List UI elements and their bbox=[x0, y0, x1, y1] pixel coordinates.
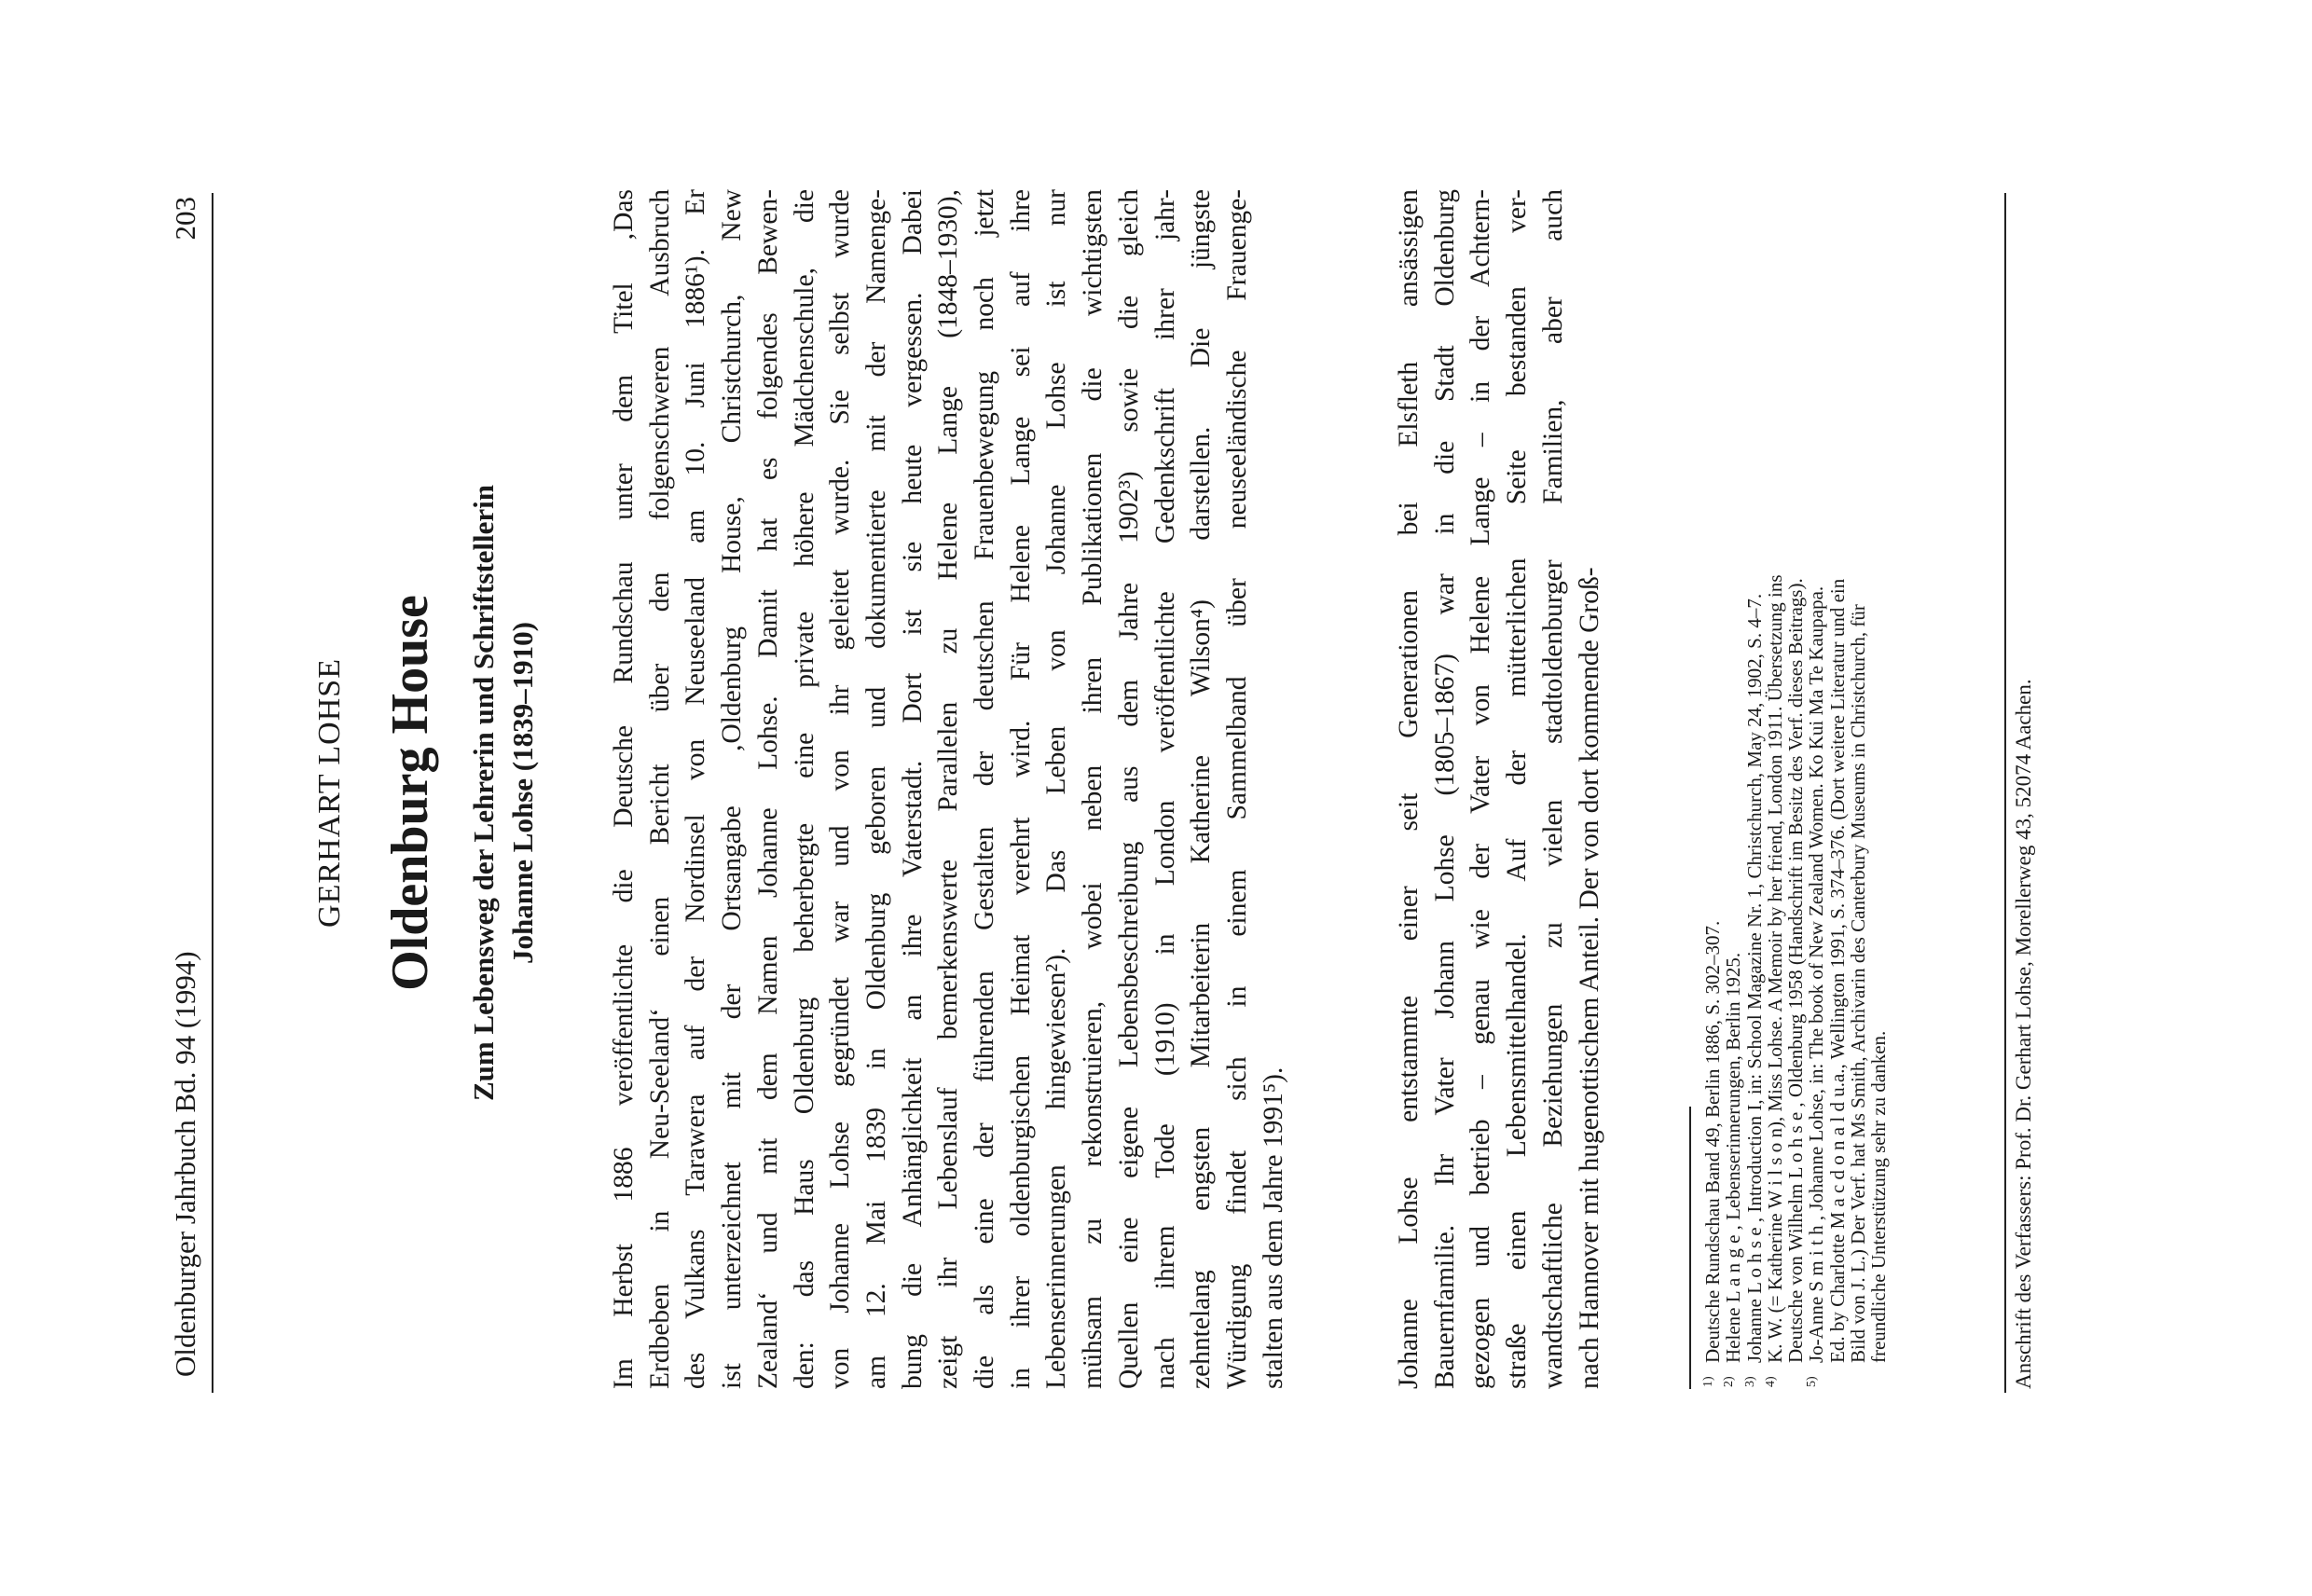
footnote bbox=[1723, 189, 1743, 1389]
footnote-number: 1) bbox=[1701, 1376, 1715, 1387]
address-rule bbox=[2004, 193, 2006, 1393]
footnote-text: freundliche Unterstützung sehr zu danken. bbox=[1867, 1030, 1891, 1363]
author-address: Anschrift des Verfassers: Prof. Dr. Gerhart Lohse, Morellerweg 43, 52074 Aachen. bbox=[2012, 679, 2035, 1389]
journal-name: Oldenburger Jahrbuch Bd. 94 (1994) bbox=[169, 951, 201, 1377]
footnote-text: Deutsche Rundschau Band 49, Berlin 1886, S. 302–307. bbox=[1701, 920, 1724, 1363]
body-line: von Johanne Lohse gegründet war und von ihr geleitet wurde. Sie selbst wurde bbox=[825, 189, 856, 1389]
body-line: die als eine der führenden Gestalten der deutschen Frauenbewegung noch jetzt bbox=[970, 189, 1000, 1389]
body-line: Zealand‘ und mit dem Namen Johanne Lohse. Damit hat es folgendes Bewen- bbox=[752, 189, 783, 1389]
body-line: Im Herbst 1886 veröffentlichte die Deutsche Rundschau unter dem Titel ‚Das bbox=[609, 189, 639, 1389]
footnote-text: K. W. (= Katherine W i l s o n), Miss Lohse. A Memoir by her friend, London 1911. Übersetzung ins bbox=[1763, 574, 1786, 1363]
footnote-number: 3) bbox=[1742, 1376, 1757, 1387]
body-line: den: das Haus Oldenburg beherbergte eine private höhere Mädchenschule, die bbox=[789, 189, 819, 1389]
body-line: bung die Anhänglichkeit an ihre Vaterstadt. Dort ist sie heute vergessen. Dabei bbox=[897, 189, 928, 1389]
body-line: nach ihrem Tode (1910) in London veröffentlichte Gedenkschrift ihrer jahr- bbox=[1149, 189, 1180, 1389]
footnote-text: Johanne L o h s e , Introduction I, in: School Magazine Nr. 1, Christchurch, May 24, 1902, S. 4–7. bbox=[1742, 593, 1766, 1363]
footnote-text: Ed. by Charlotte M a c d o n a l d u.a., Wellington 1991, S. 374–376. (Dort weitere Literatur und ein bbox=[1825, 578, 1849, 1363]
body-line: wandtschaftliche Beziehungen zu vielen stadtoldenburger Familien, aber auch bbox=[1537, 189, 1568, 1389]
body-line: stalten aus dem Jahre 1991⁵). bbox=[1258, 1066, 1288, 1389]
footnote-number: 2) bbox=[1722, 1376, 1737, 1387]
body-line: des Vulkans Tarawera auf der Nordinsel von Neuseeland am 10. Juni 1886¹). Er bbox=[681, 189, 711, 1389]
footnotes bbox=[1702, 189, 1890, 1389]
body-line: Erdbeben in Neu-Seeland‘ einen Bericht über den folgenschweren Ausbruch bbox=[644, 189, 675, 1389]
footnote bbox=[1744, 189, 1765, 1389]
footnote-number: 4) bbox=[1763, 1376, 1778, 1387]
page-number: 203 bbox=[169, 197, 201, 241]
footnote-text: Bild von J. L.) Der Verf. hat Ms Smith, Archivarin des Canterbury Museums in Christchurch, für bbox=[1847, 604, 1870, 1363]
body-line: Würdigung findet sich in einem Sammelband über neuseeländische Frauenge- bbox=[1221, 189, 1252, 1389]
body-line: Johanne Lohse entstammte einer seit Generationen bei Elsfleth ansässigen bbox=[1394, 189, 1424, 1389]
subtitle-line-2: Johanne Lohse (1839–1910) bbox=[506, 622, 539, 964]
body-line: gezogen und betrieb – genau wie der Vater von Helene Lange – in der Achtern- bbox=[1466, 189, 1496, 1389]
footnote-text: Deutsche von Wilhelm L o h s e , Oldenburg 1958 (Handschrift im Besitz des Verf. dieses Beitrags). bbox=[1784, 578, 1808, 1363]
body-paragraph-1 bbox=[606, 189, 1291, 1389]
running-header bbox=[163, 193, 212, 1393]
body-line: zehntelang engsten Mitarbeiterin Katherine Wilson⁴) darstellen. Die jüngste bbox=[1186, 189, 1217, 1389]
body-line: zeigt ihr Lebenslauf bemerkenswerte Parallelen zu Helene Lange (1848–1930), bbox=[933, 189, 964, 1389]
body-line: nach Hannover mit hugenottischem Anteil. Der von dort kommende Groß- bbox=[1574, 567, 1604, 1389]
header-rule bbox=[212, 193, 213, 1393]
article-subtitle bbox=[464, 193, 543, 1393]
footnote bbox=[1765, 189, 1807, 1389]
body-line: Bauernfamilie. Ihr Vater Johann Lohse (1805–1867) war in die Stadt Oldenburg bbox=[1429, 189, 1460, 1389]
body-line: in ihrer oldenburgischen Heimat verehrt wird. Für Helene Lange sei auf ihre bbox=[1005, 189, 1036, 1389]
body-line: Quellen eine eigene Lebensbeschreibung aus dem Jahre 1902³) sowie die gleich bbox=[1113, 189, 1144, 1389]
footnote bbox=[1702, 189, 1723, 1389]
footnote bbox=[1806, 189, 1889, 1389]
article-title: Oldenburg House bbox=[381, 595, 439, 991]
subtitle-line-1: Zum Lebensweg der Lehrerin und Schriftstellerin bbox=[467, 484, 500, 1102]
footnote-text: Jo-Anne S m i t h , Johanne Lohse, in: The book of New Zealand Women. Ko Kui Ma Te Kaupapa. bbox=[1805, 585, 1828, 1363]
body-line: mühsam zu rekonstruieren, wobei neben ihren Publikationen die wichtigsten bbox=[1078, 189, 1108, 1389]
footnote-text: Helene L a n g e , Lebenserinnerungen, Berlin 1925. bbox=[1722, 952, 1745, 1363]
body-line: Lebenserinnerungen hingewiesen²). Das Leben von Johanne Lohse ist nur bbox=[1041, 189, 1072, 1389]
author-name: GERHART LOHSE bbox=[312, 658, 347, 928]
footnote-number: 5) bbox=[1805, 1376, 1820, 1387]
footnote-rule bbox=[1689, 1107, 1691, 1389]
body-line: ist unterzeichnet mit der Ortsangabe ‚Oldenburg House, Christchurch, New bbox=[717, 189, 748, 1389]
body-line: am 12. Mai 1839 in Oldenburg geboren und dokumentierte mit der Namenge- bbox=[860, 189, 891, 1389]
body-paragraph-2 bbox=[1391, 189, 1607, 1389]
body-line: straße einen Lebensmittelhandel. Auf der mütterlichen Seite bestanden ver- bbox=[1502, 189, 1533, 1389]
